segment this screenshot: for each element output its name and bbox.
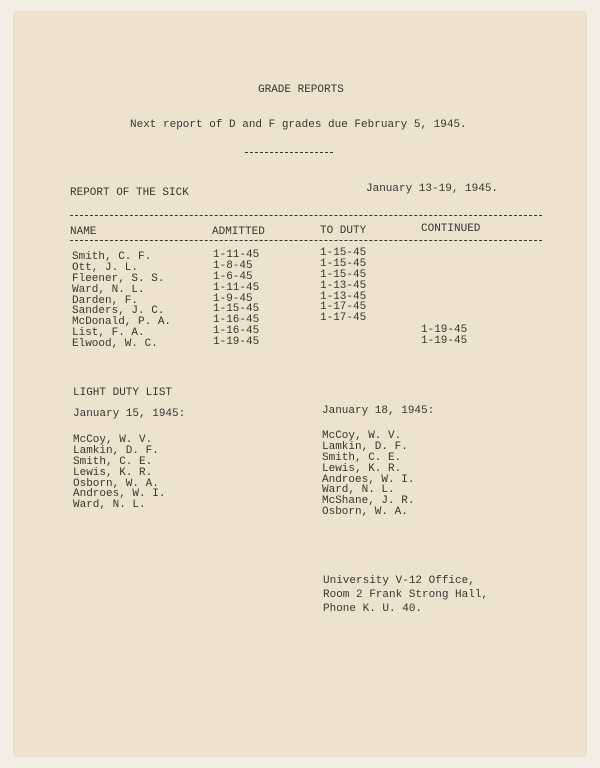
list-item: Lamkin, D. F. <box>322 440 408 453</box>
light-duty-date: January 15, 1945: <box>73 408 186 420</box>
table-cell-to-duty: 1-15-45 <box>320 247 367 259</box>
table-cell-name: List, F. A. <box>72 327 145 340</box>
table-cell-admitted: 1-16-45 <box>213 325 260 338</box>
column-header-name: NAME <box>70 226 97 238</box>
table-header-rule <box>70 240 542 241</box>
sick-report-date-range: January 13-19, 1945. <box>366 183 499 195</box>
column-header-admitted: ADMITTED <box>212 226 265 238</box>
table-cell-admitted: 1-11-45 <box>213 249 260 261</box>
list-item: Osborn, W. A. <box>73 477 159 490</box>
light-duty-date: January 18, 1945: <box>322 405 435 417</box>
table-cell-admitted: 1-16-45 <box>213 314 260 327</box>
table-cell-admitted: 1-11-45 <box>213 281 260 294</box>
table-cell-admitted: 1-15-45 <box>213 303 260 316</box>
table-cell-admitted: 1-8-45 <box>213 259 253 272</box>
list-item: Androes, W. I. <box>73 488 166 501</box>
subtitle: Next report of D and F grades due February 5, 1945. <box>130 119 467 131</box>
table-cell-name: McDonald, P. A. <box>72 316 172 329</box>
table-cell-name: Fleener, S. S. <box>72 272 165 285</box>
to-duty-column <box>320 248 366 324</box>
table-cell-admitted: 1-19-45 <box>213 336 260 349</box>
list-item: Lamkin, D. F. <box>73 444 159 457</box>
name-column <box>72 252 171 350</box>
table-cell-to-duty: 1-13-45 <box>320 279 367 292</box>
signature-line: Room 2 Frank Strong Hall, <box>323 589 489 601</box>
sick-report-heading: REPORT OF THE SICK <box>70 187 189 199</box>
list-item: Androes, W. I. <box>322 473 415 486</box>
signature-block <box>323 574 488 616</box>
table-cell-name: Elwood, W. C. <box>72 338 158 351</box>
table-cell-admitted: 1-9-45 <box>213 292 253 305</box>
list-item: Ward, N. L. <box>322 484 395 497</box>
list-item: Lewis, K. R. <box>73 466 153 479</box>
table-cell-name: Ward, N. L. <box>72 283 145 296</box>
signature-line: University V-12 Office, <box>323 575 475 587</box>
table-cell-admitted: 1-6-45 <box>213 270 253 283</box>
table-cell-to-duty: 1-15-45 <box>320 268 367 281</box>
list-item: McCoy, W. V. <box>322 430 402 442</box>
table-cell-to-duty: 1-17-45 <box>320 301 367 314</box>
table-cell-name: Darden, F. <box>72 294 139 307</box>
light-duty-heading: LIGHT DUTY LIST <box>73 387 173 399</box>
list-item: Lewis, K. R. <box>322 462 402 475</box>
table-cell-to-duty: 1-15-45 <box>320 257 367 270</box>
document-title: GRADE REPORTS <box>258 84 344 96</box>
table-top-rule <box>70 215 542 216</box>
column-header-continued: CONTINUED <box>421 223 481 235</box>
light-duty-list-jan-15 <box>73 435 165 511</box>
list-item: McShane, J. R. <box>322 495 415 508</box>
table-cell-continued: 1-19-45 <box>421 334 468 347</box>
list-item: Ward, N. L. <box>73 499 146 512</box>
table-cell-to-duty: 1-17-45 <box>320 312 367 325</box>
column-header-to-duty: TO DUTY <box>320 225 367 237</box>
table-cell-name: Ott, J. L. <box>72 261 139 274</box>
list-item: Smith, C. E. <box>73 455 153 468</box>
list-item: Smith, C. E. <box>322 451 402 464</box>
table-cell-name: Sanders, J. C. <box>72 305 165 318</box>
admitted-column <box>213 250 259 348</box>
table-cell-continued: 1-19-45 <box>421 324 468 336</box>
divider <box>245 152 333 153</box>
signature-line: Phone K. U. 40. <box>323 603 423 615</box>
continued-column <box>421 325 467 347</box>
light-duty-list-jan-18 <box>322 431 414 518</box>
table-cell-to-duty: 1-13-45 <box>320 290 367 303</box>
list-item: Osborn, W. A. <box>322 506 408 519</box>
list-item: McCoy, W. V. <box>73 434 153 446</box>
table-cell-name: Smith, C. F. <box>72 251 152 263</box>
